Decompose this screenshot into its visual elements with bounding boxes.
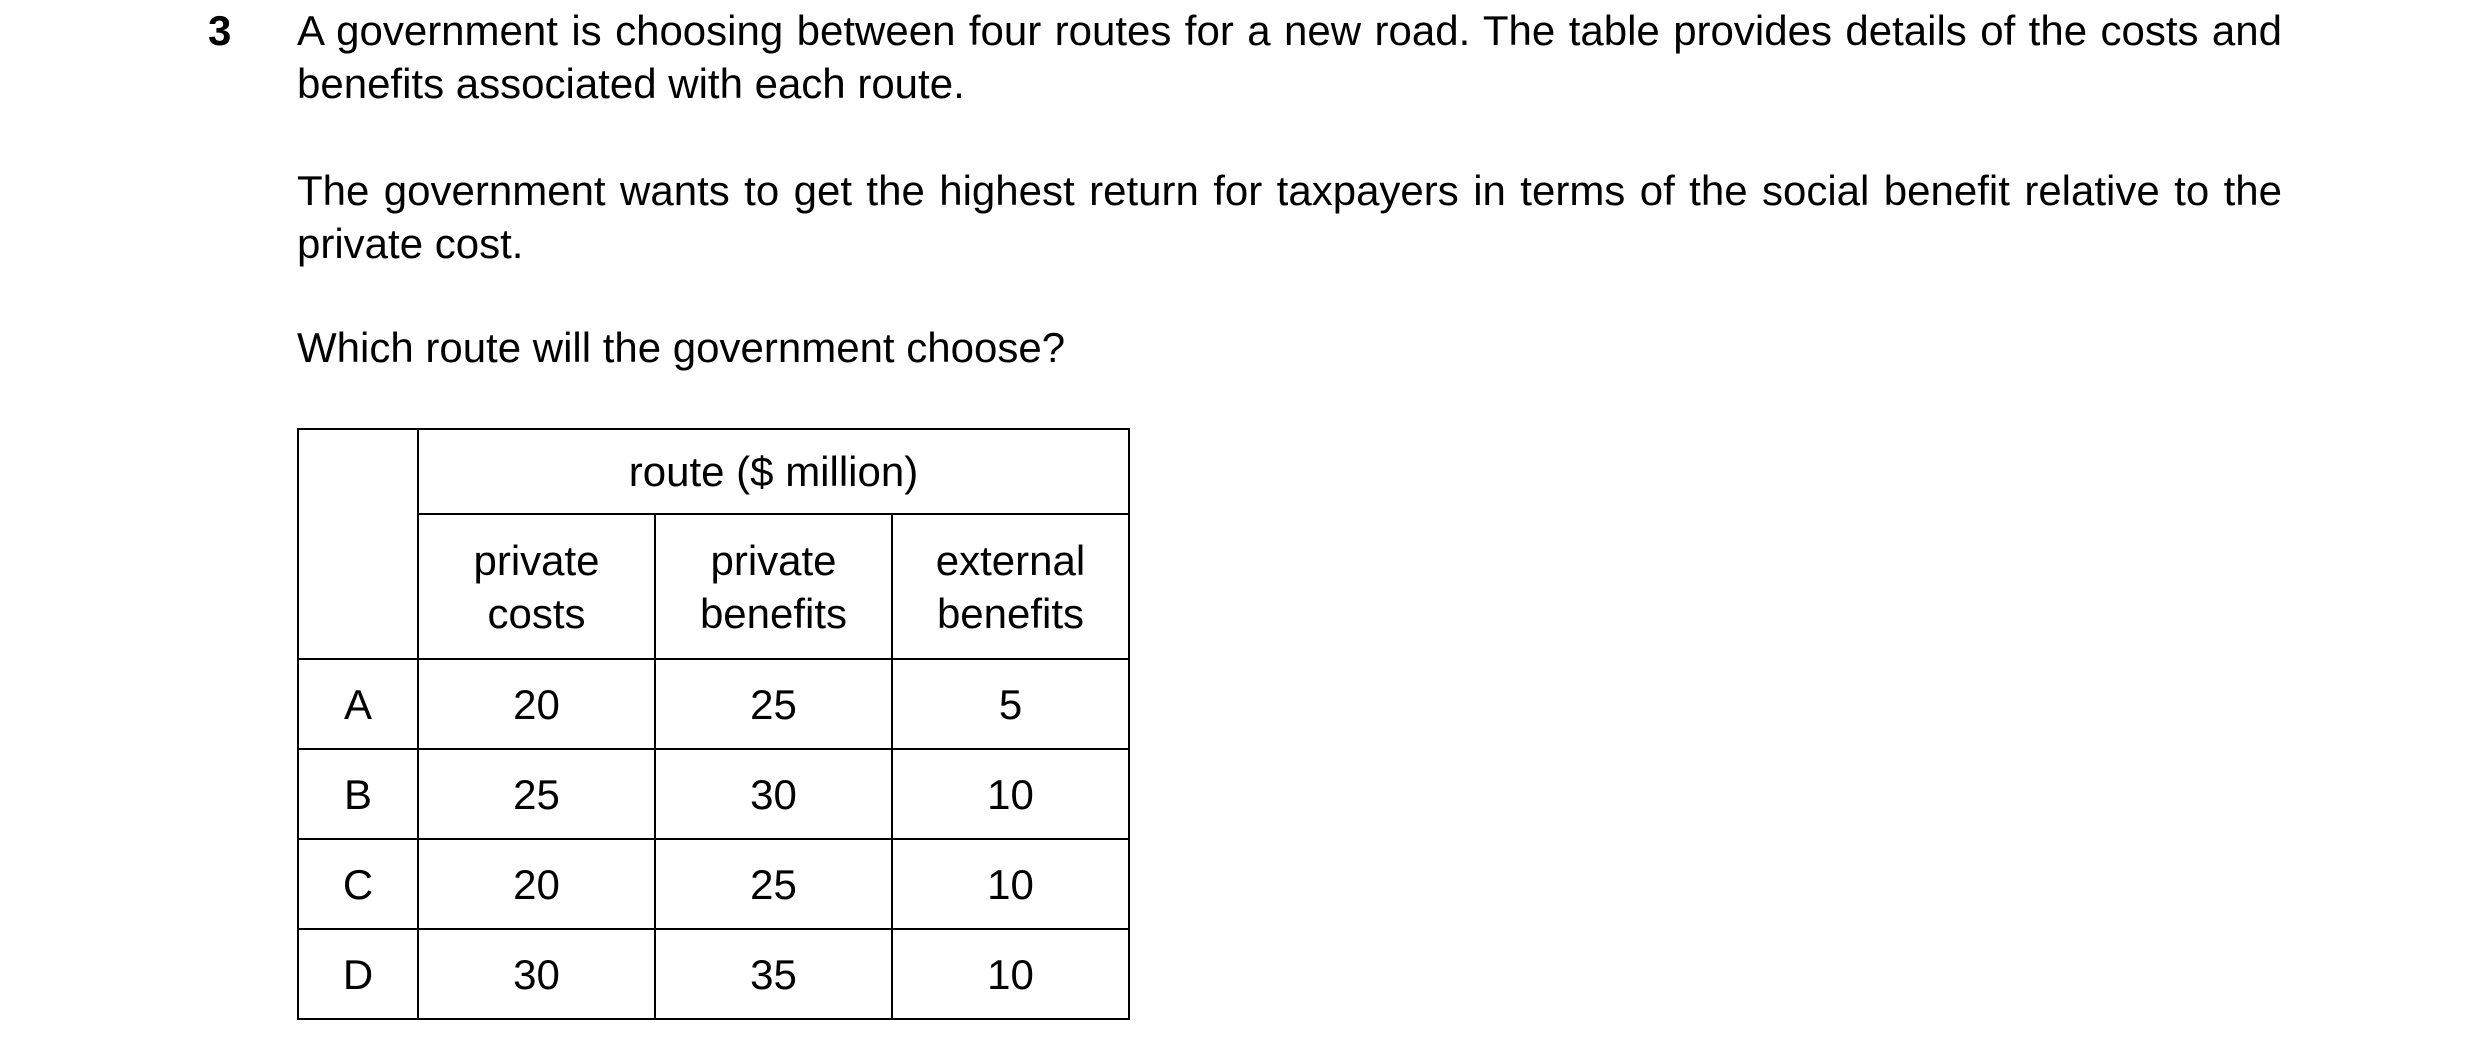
- table-cell: 25: [655, 839, 892, 929]
- table-column-header-row: [298, 514, 1129, 659]
- column-header-private-benefits: private benefits: [655, 514, 892, 659]
- table-row: [298, 749, 1129, 839]
- table-cell: 20: [418, 839, 655, 929]
- table-cell: 30: [655, 749, 892, 839]
- row-label: B: [298, 749, 418, 839]
- row-label: C: [298, 839, 418, 929]
- question-paragraph-2: The government wants to get the highest return for taxpayers in terms of the social benefit relative to the private cost.: [297, 167, 2282, 267]
- table-row: [298, 929, 1129, 1019]
- table-cell: 10: [892, 929, 1129, 1019]
- column-header-private-costs: private costs: [418, 514, 655, 659]
- routes-table: [297, 428, 1130, 1020]
- table-group-header-row: [298, 429, 1129, 514]
- table-cell: 25: [418, 749, 655, 839]
- table-cell: 10: [892, 749, 1129, 839]
- table-group-header: route ($ million): [418, 429, 1129, 514]
- table-cell: 10: [892, 839, 1129, 929]
- table-cell: 25: [655, 659, 892, 749]
- row-label: A: [298, 659, 418, 749]
- table-cell: 20: [418, 659, 655, 749]
- table-cell: 5: [892, 659, 1129, 749]
- row-label: D: [298, 929, 418, 1019]
- question-number: 3: [208, 7, 232, 54]
- table-cell: 30: [418, 929, 655, 1019]
- column-header-external-benefits: external benefits: [892, 514, 1129, 659]
- question-paragraph-1: A government is choosing between four routes for a new road. The table provides details of the costs and benefits associated with each route.: [297, 7, 2282, 107]
- question-prompt: Which route will the government choose?: [297, 324, 1066, 371]
- table-row: [298, 659, 1129, 749]
- table-corner-cell: [298, 429, 418, 659]
- table-row: [298, 839, 1129, 929]
- table-cell: 35: [655, 929, 892, 1019]
